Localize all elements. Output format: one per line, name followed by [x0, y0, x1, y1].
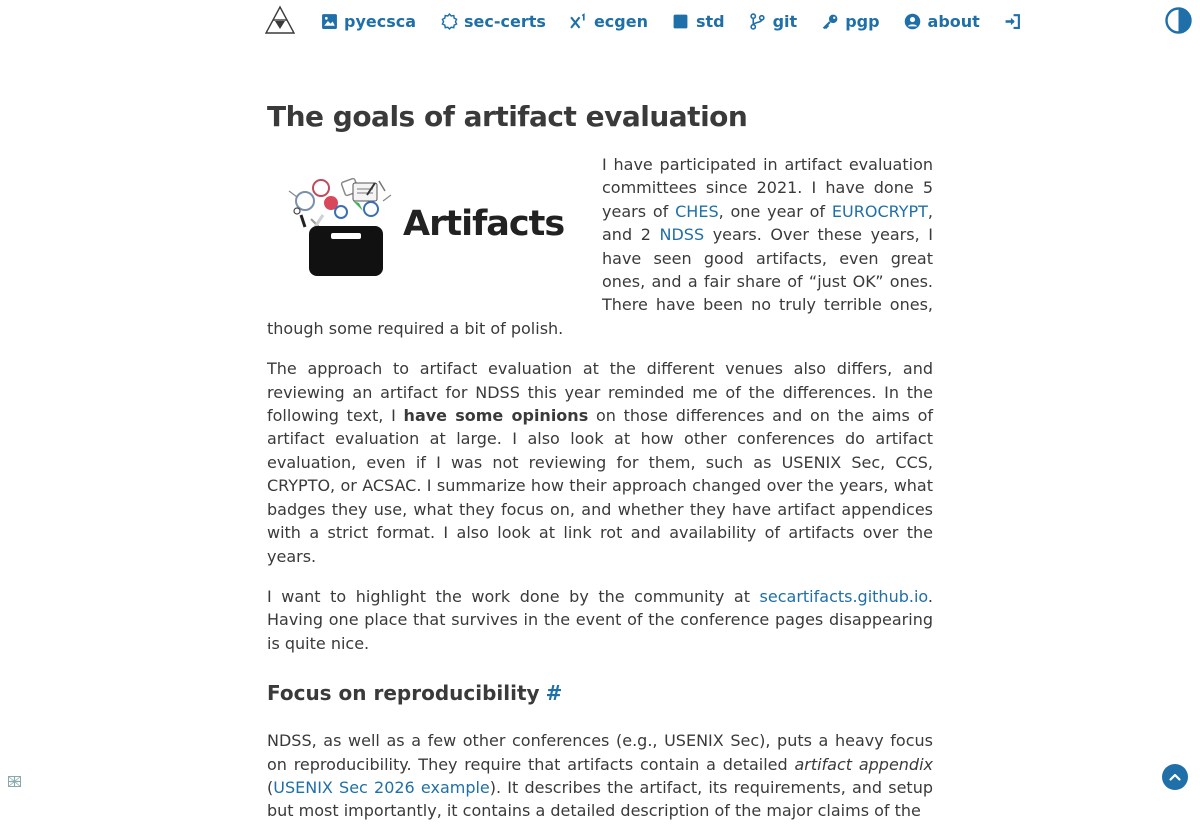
- reproducibility-paragraph: [267, 729, 933, 823]
- nav-link-std[interactable]: [672, 12, 725, 31]
- nav-label: ecgen: [593, 11, 648, 31]
- certificate-icon: [440, 12, 458, 30]
- secartifacts-link[interactable]: secartifacts.github.io: [759, 586, 928, 606]
- square-image-icon: [320, 12, 338, 30]
- sign-in-icon: [1004, 12, 1022, 30]
- page-title: The goals of artifact evaluation: [267, 100, 748, 133]
- section-heading-text: Focus on reproducibility: [267, 681, 540, 706]
- chevron-up-icon: [1168, 770, 1182, 784]
- nav-label: std: [695, 11, 725, 31]
- heading-anchor-link[interactable]: #: [545, 681, 563, 706]
- nav-label: pyecsca: [344, 11, 417, 31]
- text-run: I have participated in artifact evaluation committees since 2021. I have done 5 years of: [602, 155, 933, 221]
- superscript-x-icon: [570, 12, 588, 30]
- nav-link-about[interactable]: [904, 12, 980, 31]
- text-run: years. Over these years, I have seen good artifacts, even great ones, and a fair share of “just OK” ones. There have been no truly terrible ones, though some required a bit of polish.: [267, 225, 934, 338]
- top-navigation: [0, 0, 1200, 44]
- text-run: (: [267, 777, 274, 797]
- user-circle-icon: [904, 12, 922, 30]
- highlight-paragraph: [267, 585, 933, 655]
- nav-label: sec-certs: [464, 11, 546, 31]
- text-run: on those differences and on the aims of artifact evaluation at large. I also look at how other conferences do artifact evaluation, even if I was not reviewing for them, such as USENIX Sec, CCS, CRYPTO, or ACSAC. I summarize how their approach changed over the years, what badges they use, what they focus on, and whether they have artifact appendices with a strict format. I also look at link rot and availability of artifacts over the years.: [267, 406, 933, 566]
- section-heading: [267, 678, 933, 708]
- nav-label: about: [927, 11, 980, 31]
- nav-label: git: [772, 11, 798, 31]
- text-run: I want to highlight the work done by the community at: [267, 586, 760, 606]
- ches-link[interactable]: CHES: [675, 201, 719, 221]
- artifacts-hero-image: [267, 153, 585, 295]
- approach-paragraph: [267, 357, 933, 568]
- site-logo[interactable]: [264, 5, 296, 35]
- nav-label: pgp: [845, 11, 880, 31]
- nav-link-git[interactable]: [749, 12, 798, 31]
- key-icon: [821, 12, 839, 30]
- usenix-example-link[interactable]: USENIX Sec 2026 example: [273, 777, 490, 797]
- nav-link-ecgen[interactable]: [570, 12, 648, 31]
- text-run: The approach to artifact evaluation at the different venues also differs, and reviewing an artifact for NDSS this year reminded me of the differences. In the following text, I: [267, 359, 933, 426]
- language-flag-icon[interactable]: [8, 776, 21, 787]
- article: [267, 95, 933, 840]
- text-run: , one year of: [718, 201, 832, 221]
- eurocrypt-link[interactable]: EUROCRYPT: [831, 201, 928, 221]
- theme-toggle-button[interactable]: [1165, 7, 1192, 34]
- text-run: ). It describes the artifact, its requirements, and setup but most importantly, it contains a detailed description of the major claims of the: [267, 777, 933, 821]
- text-run: NDSS, as well as a few other conferences (e.g., USENIX Sec), puts a heavy focus on reproducibility. They require that artifacts contain a detailed: [267, 731, 933, 774]
- nav-link-pyecsca[interactable]: [320, 12, 416, 31]
- hero-wordmark: Artifacts: [403, 204, 565, 244]
- text-run: . Having one place that survives in the event of the conference pages disappearing is quite nice.: [267, 586, 933, 653]
- scroll-to-top-button[interactable]: [1162, 764, 1188, 790]
- nav-link-sec-certs[interactable]: [440, 12, 546, 31]
- nav-link-pgp[interactable]: [821, 12, 879, 31]
- text-run: , and 2: [602, 201, 933, 245]
- ndss-link[interactable]: NDSS: [659, 225, 705, 245]
- italic-text: artifact appendix: [794, 754, 933, 774]
- nav-login-button[interactable]: [1004, 12, 1028, 30]
- bold-text: have some opinions: [403, 406, 589, 426]
- square-icon: [672, 12, 690, 30]
- artifacts-illustration: [267, 153, 585, 295]
- git-branch-icon: [749, 12, 767, 30]
